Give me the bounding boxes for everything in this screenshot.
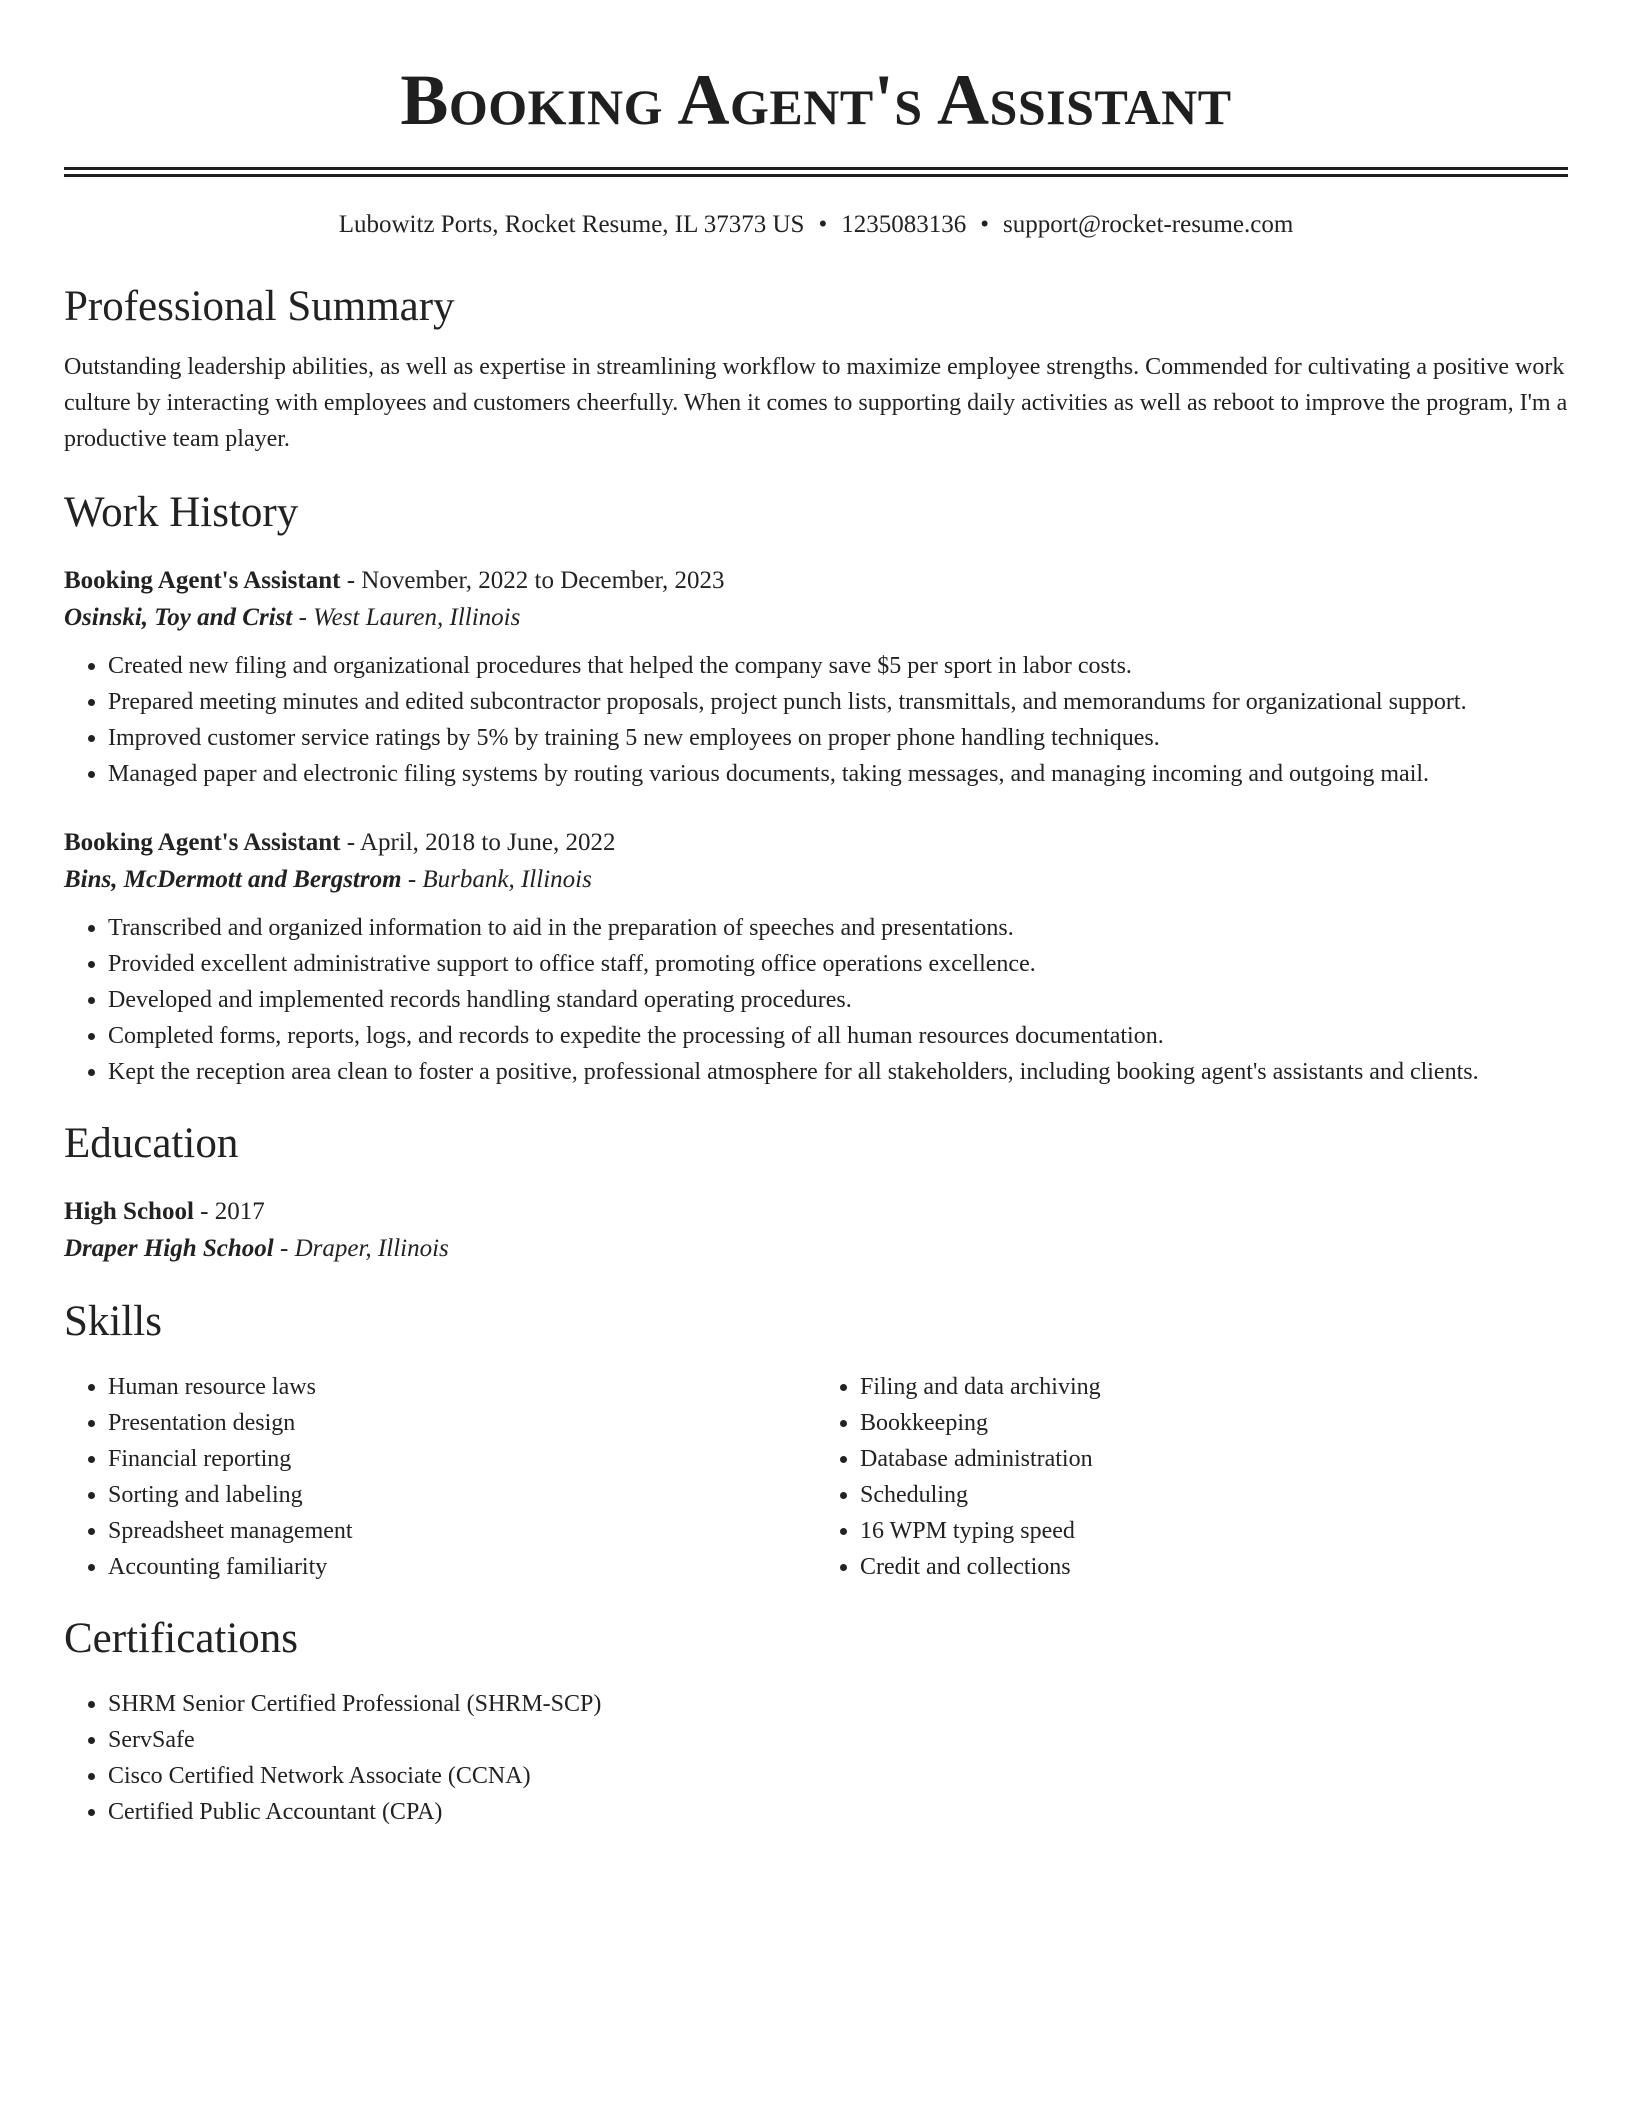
job-bullet: • Managed paper and electronic filing systems by routing various documents, taking messages, and managing incoming and outgoing mail. — [108, 756, 1568, 792]
summary-text: Outstanding leadership abilities, as well as expertise in streamlining workflow to maximize employee strengths. Commended for cultivating a positive work culture by interacting with employees and customers cheerfully. When it comes to supporting daily activities as well as reboot to improve the program, I'm a productive team player. — [64, 354, 1568, 452]
education-entry — [64, 1194, 1568, 1268]
skill-item: • Sorting and labeling — [108, 1477, 816, 1513]
job-bullet: • Developed and implemented records handling standard operating procedures. — [108, 982, 1568, 1018]
skill-item: • 16 WPM typing speed — [860, 1513, 1568, 1549]
education-school-line — [64, 1230, 1568, 1268]
education-year: - 2017 — [193, 1198, 265, 1225]
job-title-line — [64, 563, 1568, 599]
skill-item: • Database administration — [860, 1441, 1568, 1477]
skill-item: • Accounting familiarity — [108, 1549, 816, 1585]
skill-item: • Credit and collections — [860, 1549, 1568, 1585]
education-school: Draper High School — [64, 1235, 274, 1262]
job-bullet: • Kept the reception area clean to foster a positive, professional atmosphere for all stakeholders, including booking agent's assistants and clients. — [108, 1054, 1568, 1090]
resume-name: Booking Agent's Assistant — [400, 60, 1232, 140]
skills-column-right — [816, 1369, 1568, 1585]
contact-separator: • — [818, 211, 828, 238]
summary-heading: Professional Summary — [64, 283, 455, 330]
skill-item: • Filing and data archiving — [860, 1369, 1568, 1405]
job-bullet: • Transcribed and organized information to aid in the preparation of speeches and presentations. — [108, 910, 1568, 946]
job-position: Booking Agent's Assistant — [64, 567, 341, 594]
skill-item: • Spreadsheet management — [108, 1513, 816, 1549]
job-bullets — [64, 910, 1568, 1090]
job-entry — [64, 825, 1568, 1090]
certifications-heading: Certifications — [64, 1615, 299, 1662]
education-location: - Draper, Illinois — [273, 1235, 449, 1262]
certification-item: • Certified Public Accountant (CPA) — [108, 1794, 1568, 1830]
skill-item: • Bookkeeping — [860, 1405, 1568, 1441]
education-degree: High School — [64, 1198, 194, 1225]
skill-item: • Financial reporting — [108, 1441, 816, 1477]
contact-separator: • — [980, 211, 989, 238]
job-bullets — [64, 648, 1568, 792]
education-degree-line — [64, 1194, 1568, 1230]
skill-item: • Human resource laws — [108, 1369, 816, 1405]
contact-phone: 1235083136 — [841, 211, 967, 238]
skills-grid — [64, 1369, 1568, 1585]
job-title-line — [64, 825, 1568, 861]
education-heading: Education — [64, 1120, 239, 1167]
job-company-line — [64, 861, 1568, 899]
certifications-list — [64, 1686, 1568, 1830]
job-location: - West Lauren, Illinois — [292, 604, 521, 631]
job-bullet: • Prepared meeting minutes and edited subcontractor proposals, project punch lists, transmittals, and memorandums for organizational support. — [108, 684, 1568, 720]
job-company: Osinski, Toy and Crist — [64, 604, 293, 631]
skill-item: • Scheduling — [860, 1477, 1568, 1513]
contact-address: Lubowitz Ports, Rocket Resume, IL 37373 US — [338, 211, 805, 238]
job-bullet: • Provided excellent administrative support to office staff, promoting office operations excellence. — [108, 946, 1568, 982]
job-bullet: • Improved customer service ratings by 5% by training 5 new employees on proper phone handling techniques. — [108, 720, 1568, 756]
job-company-line — [64, 599, 1568, 637]
work-history-heading: Work History — [64, 489, 299, 536]
certification-item: • ServSafe — [108, 1722, 1568, 1758]
certification-item: • Cisco Certified Network Associate (CCNA) — [108, 1758, 1568, 1794]
header-divider — [64, 167, 1568, 177]
contact-email: support@rocket-resume.com — [1002, 211, 1294, 238]
job-dates: - April, 2018 to June, 2022 — [340, 829, 616, 856]
certification-item: • SHRM Senior Certified Professional (SHRM-SCP) — [108, 1686, 1568, 1722]
skills-column-left — [64, 1369, 816, 1585]
skill-item: • Presentation design — [108, 1405, 816, 1441]
job-entry — [64, 563, 1568, 792]
job-dates: - November, 2022 to December, 2023 — [340, 567, 725, 594]
job-bullet: • Completed forms, reports, logs, and records to expedite the processing of all human resources documentation. — [108, 1018, 1568, 1054]
job-location: - Burbank, Illinois — [401, 866, 592, 893]
skills-heading: Skills — [64, 1298, 162, 1345]
job-position: Booking Agent's Assistant — [64, 829, 341, 856]
job-company: Bins, McDermott and Bergstrom — [64, 866, 402, 893]
contact-line — [64, 210, 1568, 240]
job-bullet: • Created new filing and organizational procedures that helped the company save $5 per sport in labor costs. — [108, 648, 1568, 684]
